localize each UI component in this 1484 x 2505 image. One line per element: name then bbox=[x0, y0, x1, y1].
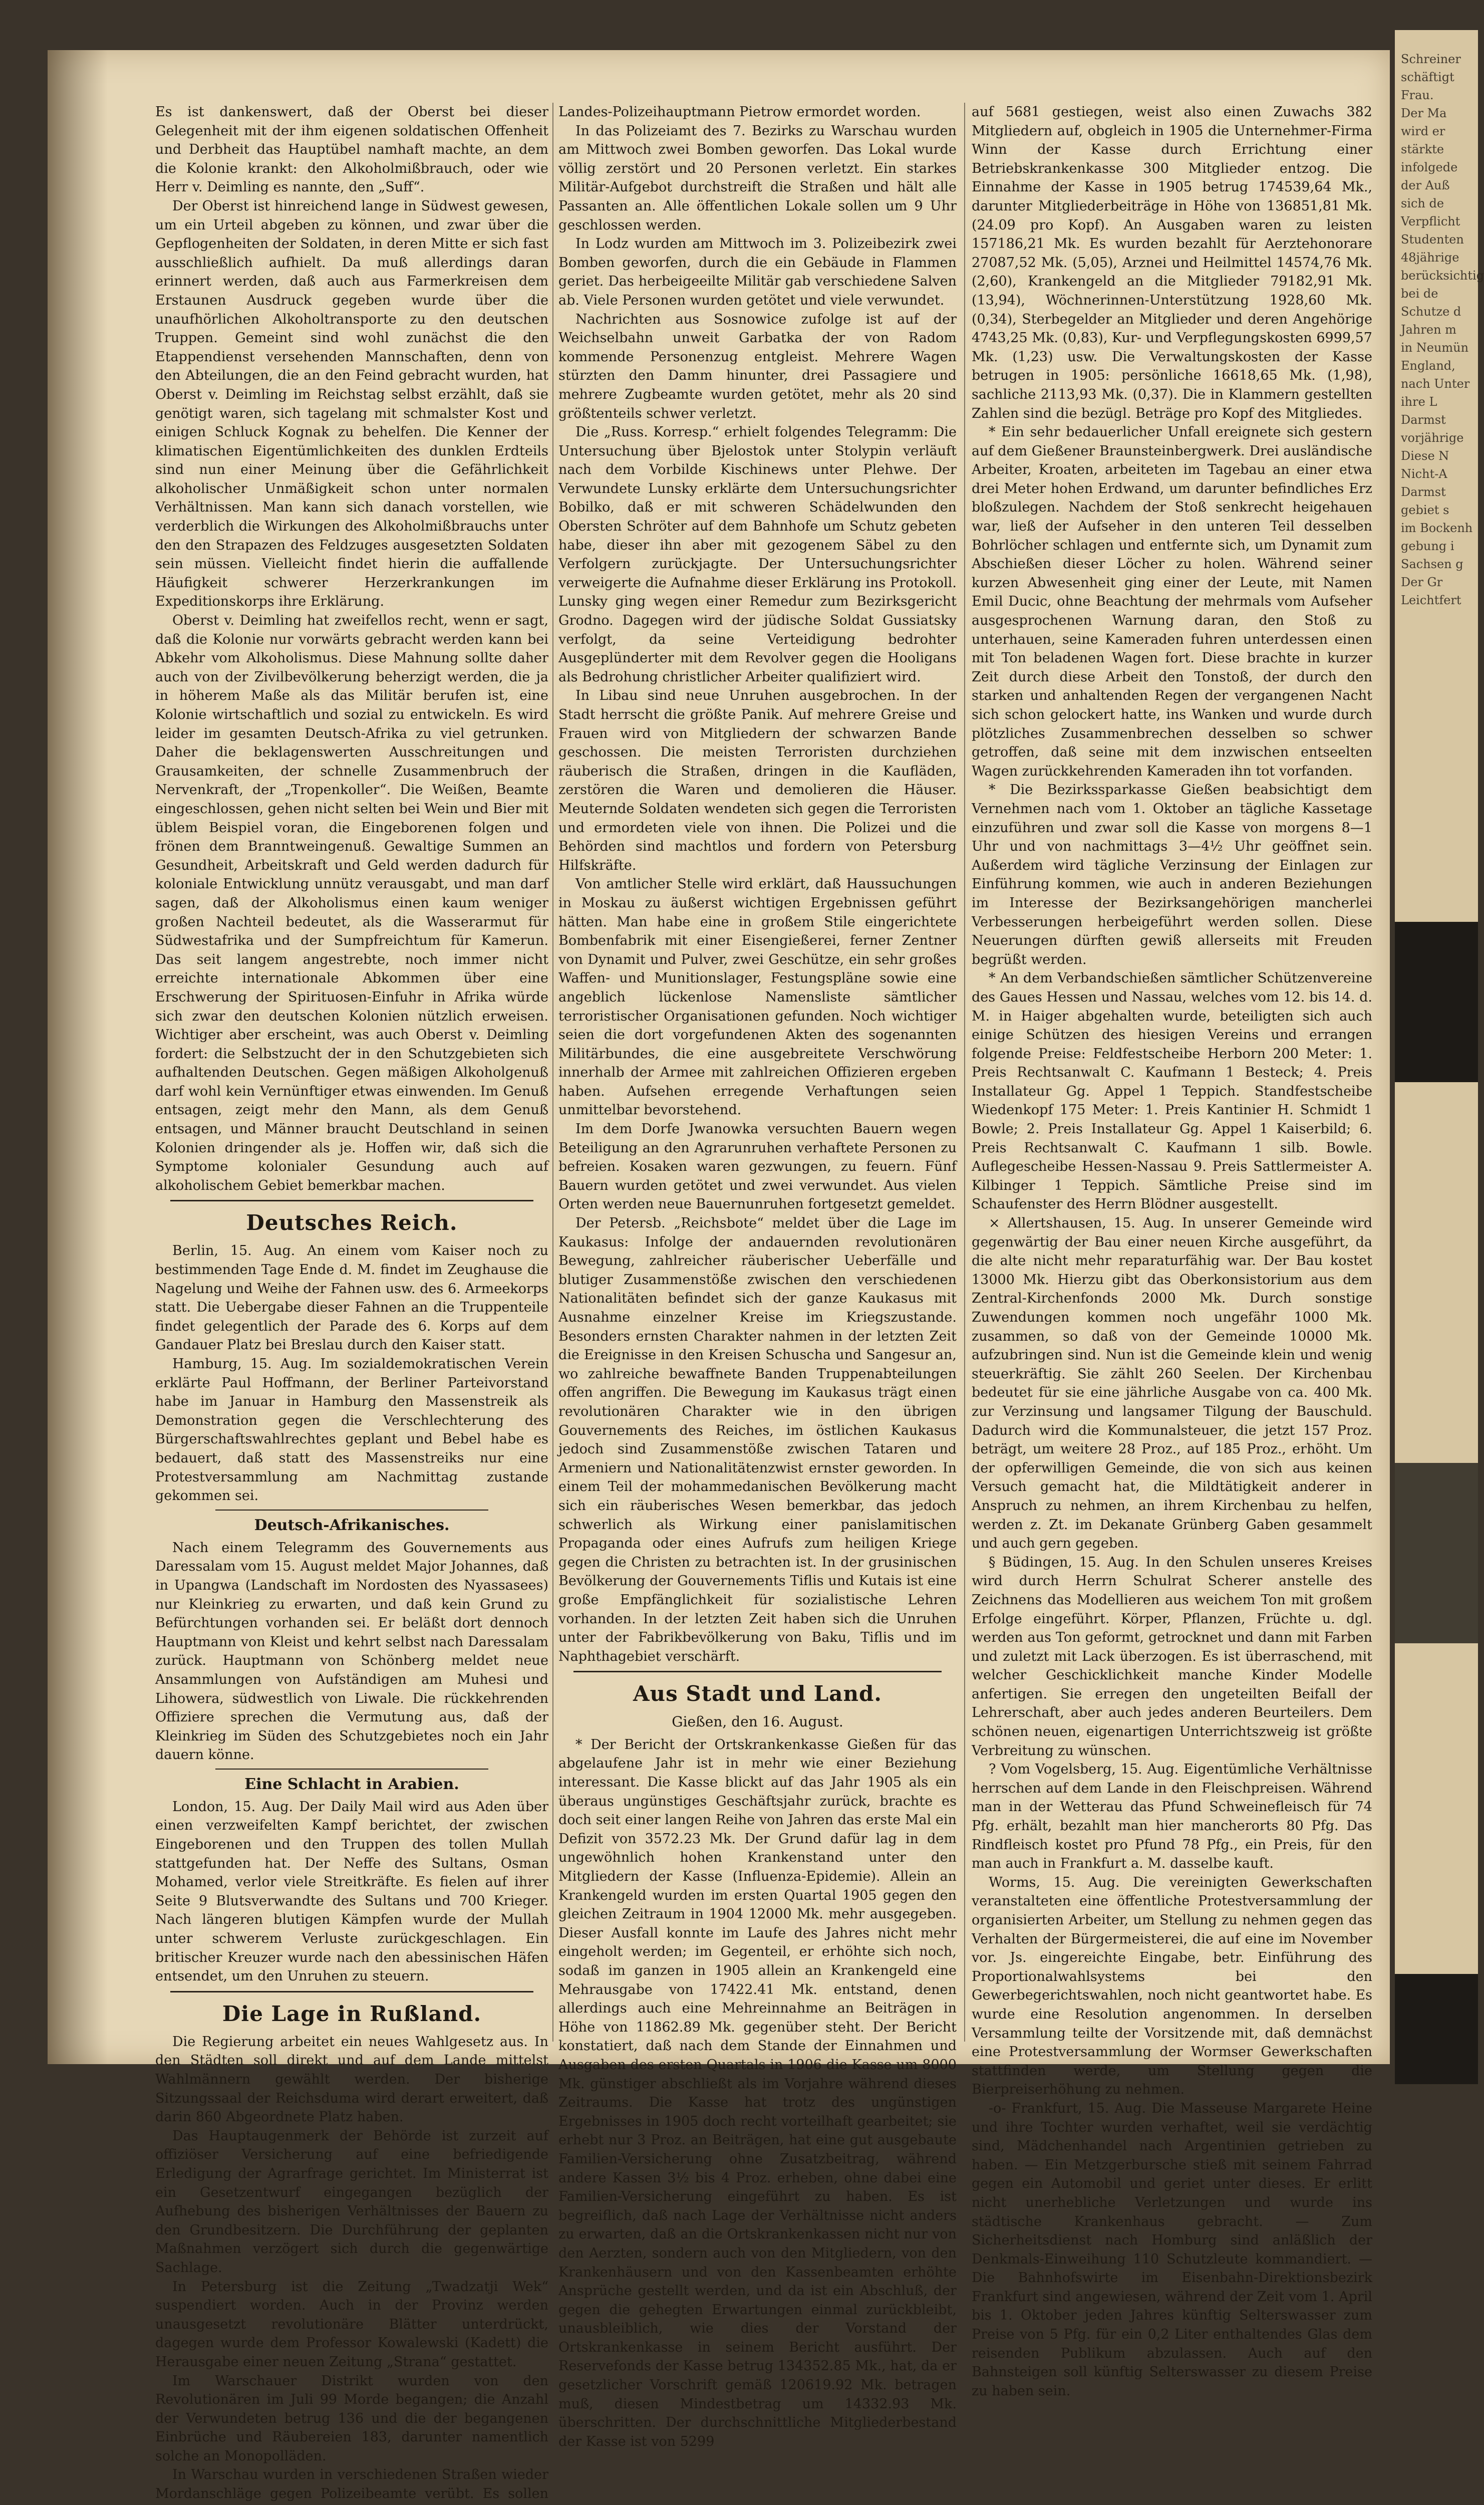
column-divider-2 bbox=[964, 103, 965, 2042]
news-item-afrika: Nach einem Telegramm des Gouvernements aus Daressalam vom 15. August meldet Major Johannes, daß in Upangwa (Landschaft im Nordosten des Nyassasees) nur Kleinkrieg zu erwarten, und daß kein Grund zu Befürchtungen vorhanden sei. Er beläßt dort dennoch Hauptmann von Kleist und kehrt selbst nach Daressalam zurück. Hauptmann von Schönberg meldet neue Ansammlungen von Aufständigen am Muhesi und Lihowera, südwestlich von Liwale. Die rückkehrenden Offiziere sprechen die Vermutung aus, daß der Kleinkrieg im Süden des Schutzgebietes noch ein Jahr dauern könne. bbox=[155, 1540, 548, 1763]
news-item-russland: Im Warschauer Distrikt wurden von den Revolutionären im Juli 99 Morde begangen; die Anzahl der Verwundeten betrug 136 und die der begangenen Einbrüche und Räubereien 183, darunter namentlich solche an Monopolläden. bbox=[155, 2373, 548, 2464]
article-paragraph: Es ist dankenswert, daß der Oberst bei dieser Gelegenheit mit der ihm eigenen soldatischen Offenheit und Derbheit das Hauptübel namhaft machte, an dem die Kolonie krankt: den Alkoholmißbrauch, oder wie Herr v. Deimling es nannte, den „Suff“. bbox=[155, 104, 548, 195]
binding-shadow bbox=[48, 50, 108, 2064]
news-item-lodz: In Lodz wurden am Mittwoch im 3. Polizeibezirk zwei Bomben geworfen, durch die ein Gebäude in Flammen geriet. Das herbeigeeilte Militär gab verschiedene Salven ab. Viele Personen wurden getötet und viele verwundet. bbox=[558, 236, 957, 308]
dateline: Gießen, den 16. August. bbox=[672, 1713, 843, 1730]
section-rule bbox=[170, 1991, 533, 1992]
news-item-libau: In Libau sind neue Unruhen ausgebrochen. In der Stadt herrscht die größte Panik. Auf mehrere Greise und Frauen wird von Mitgliedern der schwarzen Bande geschossen. Die meisten Terroristen durchziehen räuberisch die Straßen, dringen in die Kaufläden, zerstören die Waren und demolieren die Häuser. Meuternde Soldaten wendeten sich gegen die Terroristen und ermordeten viele von ihnen. Die Polizei und die Behörden sind machtlos und fordern von Petersburg Hilfskräfte. bbox=[558, 688, 957, 873]
news-item-vogelsberg: ? Vom Vogelsberg, 15. Aug. Eigentümliche Verhältnisse herrschen auf dem Lande in den Fleischpreisen. Während man in der Wetterau das Pfund Schweinefleisch für 74 Pfg. erhält, bezahlt man hier mancherorts 80 Pfg. Das Rindfleisch kostet pro Pfund 78 Pfg., ein Preis, für den man auch in Frankfurt a. M. dasselbe kauft. bbox=[972, 1762, 1372, 1872]
article-paragraph: Landes-Polizeihauptmann Pietrow ermordet worden. bbox=[558, 104, 921, 120]
news-item-ortskrankenkasse: * Der Bericht der Ortskrankenkasse Gießen für das abgelaufene Jahr ist in mehr wie einer Beziehung interessant. Die Kasse blickt auf das Jahr 1905 als ein überaus ungünstiges Geschäftsjahr zurück, brachte es doch seit einer langen Reihe von Jahren das erste Mal ein Defizit von 3572.23 Mk. Der Grund dafür lag in dem ungewöhnlich hohen Krankenstand unter den Mitgliedern der Kasse (Influenza-Epidemie). Allein an Krankengeld wurden im ersten Quartal 1905 gegen den gleichen Zeitraum in 1904 12000 Mk. mehr ausgegeben. Dieser Ausfall konnte im Laufe des Jahres nicht mehr eingeholt werden; im Gegenteil, er erhöhte sich noch, sodaß im ganzen in 1905 allein an Krankengeld eine Mehrausgabe von 17422.41 Mk. entstand, denen allerdings auch eine Mehreinnahme an Beiträgen in Höhe von 11862.89 Mk. gegenüber steht. Der Bericht konstatiert, daß nach dem Stande der Einnahmen und Ausgaben des ersten Quartals in 1906 die Kasse um 8000 Mk. günstiger abschließt als im Vorjahre während dieses Zeitraums. Die Kasse hat trotz des ungünstigen Ergebnisses in 1905 doch recht vorteilhaft gearbeitet; sie erhebt nur 3 Proz. an Beiträgen, hat eine gut ausgebaute Familien-Versicherung ohne Zusatzbeitrag, während andere Kassen 3½ bis 4 Proz. erheben, ohne dabei eine Familien-Versicherung eingeführt zu haben. Es ist begreiflich, daß nach Lage der Verhältnisse nicht anders zu erwarten, daß an die Ortskrankenkassen nicht nur von den Aerzten, sondern auch von den Mitgliedern, von den Krankenhäusern und von den Kassenbeamten erhöhte Ansprüche gestellt werden, und da ist ein Abschluß, der gegen die gehegten Erwartungen einmal zurückbleibt, unausbleiblich, wie dies der Vorstand der Ortskrankenkasse in seinem Bericht ausführt. Der Reservefonds der Kasse betrug 134352.85 Mk., hat, da er gesetzlicher Vorschrift gemäß 120619.92 Mk. betragen muß, diesen Mindestbetrag um 14332.93 Mk. überschritten. Der durchschnittliche Mitgliederbestand der Kasse ist von 5299 bbox=[558, 1736, 957, 2449]
column-3 bbox=[972, 103, 1372, 2399]
news-item-hamburg: Hamburg, 15. Aug. Im sozialdemokratischen Verein erklärte Paul Hoffmann, der Berliner Parteivorstand habe im Januar in Hamburg den Massenstreik als Demonstration gegen die Verschlechterung des Bürgerschaftswahlrechtes geplant und Bebel habe es bedauert, daß statt des Massenstreiks nur eine Protestversammlung am Nachmittag zustande gekommen sei. bbox=[155, 1356, 548, 1504]
news-item-frankfurt: -o- Frankfurt, 15. Aug. Die Masseuse Margarete Heine und ihre Tochter wurden verhaftet, weil sie verdächtig sind, Mädchenhandel nach Argentinien getrieben zu haben. — Ein Metzgerbursche stieß mit seinem Fahrrad gegen ein Automobil und geriet unter dieses. Er erlitt nicht unerhebliche Verletzungen und wurde ins städtische Krankenhaus gebracht. — Zum Sicherheitsdienst nach Homburg sind anläßlich der Denkmals-Einweihung 110 Schutzleute kommandiert. — Die Bahnhofswirte im Eisenbahn-Direktionsbezirk Frankfurt sind angewiesen, während der Zeit vom 1. April bis 1. Oktober jeden Jahres künftig Selterswasser zum Preise von 5 Pfg. für ein 0,2 Liter enthaltendes Glas dem reisenden Publikum abzulassen. Auch auf den Bahnsteigen soll künftig Selterswasser zu diesem Preise zu haben sein. bbox=[972, 2100, 1372, 2399]
column-divider-1 bbox=[552, 103, 553, 2042]
column-2 bbox=[558, 103, 957, 2449]
column-1 bbox=[155, 103, 548, 2502]
news-item-russland: Die Regierung arbeitet ein neues Wahlgesetz aus. In den Städten soll direkt und auf dem Lande mittelst Wahlmännern gewählt werden. Der bisherige Sitzungssaal der Reichsduma wird derart erweitert, daß darin 860 Abgeordnete Platz haben. bbox=[155, 2034, 548, 2125]
news-item-warschau: In das Polizeiamt des 7. Bezirks zu Warschau wurden am Mittwoch zwei Bomben geworfen. Das Lokal wurde völlig zerstört und 20 Personen verletzt. Ein starkes Militär-Aufgebot durchstreift die Straßen und hält alle Passanten an. Alle öffentlichen Lokale sollen um 9 Uhr geschlossen werden. bbox=[558, 123, 957, 233]
news-item-kaukasus: Der Petersb. „Reichsbote“ meldet über die Lage im Kaukasus: Infolge der andauernden revolutionären Bewegung, zahlreicher räuberischer Ueberfälle und blutiger Zusammenstöße zwischen den verschiedenen Nationalitäten befindet sich der ganze Kaukasus mit Ausnahme einzelner Kreise im Kriegszustande. Besonders ernsten Charakter nahmen in der letzten Zeit die Ereignisse in den Kreisen Schuscha und Sangesur an, wo zahlreiche bewaffnete Banden Truppenabteilungen offen angriffen. Die Bewegung im Kaukasus trägt einen revolutionären Charakter wie in den übrigen Gouvernements des Reiches, im östlichen Kaukasus jedoch sind Zusammenstöße zwischen Tataren und Armeniern und Nationalitätenzwist ernster geworden. In einem Teil der mohammedanischen Bevölkerung macht sich ein räuberisches Wesen bemerkbar, das jedoch schwerlich als Wirkung einer panislamitischen Propaganda oder eines Aufrufs zum heiligen Kriege gegen die Christen zu betrachten ist. In der grusinischen Bevölkerung der Gouvernements Tiflis und Kutais ist eine große Empfänglichkeit für sozialistische Lehren vorhanden. In der letzten Zeit haben sich die Unruhen unter der Fabrikbevölkerung von Baku, Tiflis und im Naphthagebiet verschärft. bbox=[558, 1215, 957, 1664]
subheading-schlacht-arabien: Eine Schlacht in Arabien. bbox=[244, 1775, 459, 1793]
news-item-london: London, 15. Aug. Der Daily Mail wird aus Aden über einen verzweifelten Kampf berichtet, der zwischen Eingeborenen und den Truppen des tollen Mullah stattgefunden hat. Der Neffe des Sultans, Osman Mohamed, verlor viele Streitkräfte. Es fielen auf ihrer Seite 9 Blutsverwandte des Sultans und 700 Krieger. Nach längeren blutigen Kämpfen wurde der Mullah unter schwerem Verluste zurückgeschlagen. Ein britischer Kreuzer wurde nach den abessinischen Häfen entsendet, um den Unruhen zu steuern. bbox=[155, 1799, 548, 1984]
item-rule bbox=[215, 1769, 488, 1770]
adjacent-page-dark-advert bbox=[1395, 1463, 1478, 1643]
adjacent-page-black-advert bbox=[1395, 922, 1478, 1082]
section-heading-russland: Die Lage in Rußland. bbox=[222, 2001, 482, 2026]
subheading-deutsch-afrikanisches: Deutsch-Afrikanisches. bbox=[254, 1516, 450, 1534]
adjacent-page-text-fragments: Schreiner schäftigt Frau. Der Ma wird er stärkte infolgede der Auß sich de Verpflicht Studenten 48jährige berücksichtig bei de Schutze d Jahren m in Neumün England, nach Unter ihre L Darmst vorjährige Diese N Nicht-A Darmst gebiet s im Bockenh gebung i Sachsen g Der Gr Leichtfert bbox=[1401, 52, 1484, 607]
adjacent-page-edge bbox=[1395, 30, 1484, 2084]
news-item-russland: In Warschau wurden in verschiedenen Straßen wieder Mordanschläge gegen Polizeibeamte verübt. Es sollen bbox=[155, 2467, 548, 2502]
item-rule bbox=[215, 1510, 488, 1511]
news-item-buedingen: § Büdingen, 15. Aug. In den Schulen unseres Kreises wird durch Herrn Schulrat Scherer anstelle des Zeichnens das Modellieren aus weichem Ton mit großem Erfolge eingeführt. Körper, Pflanzen, Früchte u. dgl. werden aus Ton geformt, getrocknet und dann mit Farben und zuletzt mit Lack überzogen. Es ist überraschend, mit welcher Geschicklichkeit manche Kinder Modelle anfertigen. Sie erregen den ungeteilten Beifall der Lehrerschaft, aber auch jedes anderen Beurteilers. Dem schönen neuen, eigenartigen Unterrichtszweig ist größte Verbreitung zu wünschen. bbox=[972, 1554, 1372, 1759]
article-paragraph: Oberst v. Deimling hat zweifellos recht, wenn er sagt, daß die Kolonie nur vorwärts gebracht werden kann bei Abkehr vom Alkoholismus. Diese Mahnung sollte daher auch von der Zivilbevölkerung beherzigt werden, die ja in höherem Maße als das Militär berufen ist, eine Kolonie wirtschaftlich und sozial zu entwickeln. Es wird leider im gesamten Deutsch-Afrika zu viel getrunken. Daher die beklagenswerten Ausschreitungen und Grausamkeiten, der schnelle Zusammenbruch der Nervenkraft, der „Tropenkoller“. Die Weißen, Beamte eingeschlossen, gehen nicht selten bei Wein und Bier mit üblem Beispiel voran, die Eingeborenen folgen und frönen dem Branntweingenuß. Gewaltige Summen an Gesundheit, Arbeitskraft und Geld werden dadurch für koloniale Entwicklung unnütz verausgabt, und man darf sagen, daß der Alkoholismus einen kaum weniger großen Nachteil bedeutet, als die Wasserarmut für Südwestafrika und der Sumpfreichtum für Kamerun. Das seit langem angestrebte, noch immer nicht erreichte internationale Abkommen über eine Erschwerung der Spirituosen-Einfuhr in Afrika würde sich zwar den deutschen Kolonien nützlich erweisen. Wichtiger aber erscheint, was auch Oberst v. Deimling fordert: die Selbstzucht der in den Schutzgebieten sich aufhaltenden Deutschen. Gegen mäßigen Alkoholgenuß darf wohl kein Vernünftiger etwas einwenden. Im Genuß entsagen, zeigt mehr den Mann, als dem Genuß entsagen, und Männer braucht Deutschland in seinen Kolonien dringender als je. Hoffen wir, daß sich die Symptome kolonialer Gesundung auch auf alkoholischem Gebiet bemerkbar machen. bbox=[155, 613, 548, 1193]
news-item-schuetzen: * An dem Verbandschießen sämtlicher Schützenvereine des Gaues Hessen und Nassau, welches vom 12. bis 14. d. M. in Haiger abgehalten wurde, beteiligten sich auch einige Schützen des hiesigen Vereins und errangen folgende Preise: Feldfestscheibe Herborn 200 Meter: 1. Preis Rechtsanwalt C. Kaufmann 1 Besteck; 4. Preis Installateur Gg. Appel 1 Teppich. Standfestscheibe Wiedenkopf 175 Meter: 1. Preis Kantinier H. Schmidt 1 Bowle; 2. Preis Installateur Gg. Appel 1 Kaiserbild; 6. Preis Rechtsanwalt C. Kaufmann 1 silb. Bowle. Auflegescheibe Hessen-Nassau 9. Preis Sattlermeister A. Kilbinger 1 Teppich. Sämtliche Preise sind im Schaufenster des Herrn Blödner ausgestellt. bbox=[972, 970, 1372, 1212]
news-item-sparkasse: * Die Bezirkssparkasse Gießen beabsichtigt dem Vernehmen nach vom 1. Oktober an tägliche Kassetage einzuführen und zwar soll die Kasse von morgens 8—1 Uhr und von nachmittags 3—4½ Uhr geöffnet sein. Außerdem wird tägliche Verzinsung der Einlagen zur Einführung kommen, wie auch in anderen Beziehungen im Interesse der Bezirksangehörigen mancherlei Verbesserungen herbeigeführt werden sollen. Diese Neuerungen dürften gewiß allerseits mit Freuden begrüßt werden. bbox=[972, 782, 1372, 967]
section-rule bbox=[573, 1671, 942, 1672]
news-item-sosnowice: Nachrichten aus Sosnowice zufolge ist auf der Weichselbahn unweit Garbatka der von Radom kommende Personenzug entgleist. Mehrere Wagen stürzten den Damm hinunter, drei Passagiere und mehrere Zugbeamte wurden getötet, mehr als 20 sind größtenteils schwer verletzt. bbox=[558, 311, 957, 421]
news-item-berlin: Berlin, 15. Aug. An einem vom Kaiser noch zu bestimmenden Tage Ende d. M. findet im Zeughause die Nagelung und Weihe der Fahnen usw. des 6. Armeekorps statt. Die Uebergabe dieser Fahnen an die Truppenteile findet gelegentlich der Parade des 6. Korps auf dem Gandauer Platz bei Breslau durch den Kaiser statt. bbox=[155, 1243, 548, 1353]
news-item-unfall: * Ein sehr bedauerlicher Unfall ereignete sich gestern auf dem Gießener Braunsteinbergwerk. Drei ausländische Arbeiter, Kroaten, arbeiteten im Tagebau an einer etwa drei Meter hohen Erdwand, um darunter befindliches Erz bloßzulegen. Nachdem der Stoß senkrecht heigehauen war, ließ der Aufseher in den unteren Teil desselben Bohrlöcher schlagen und entfernte sich, um Dynamit zum Abschießen dieser Löcher zu holen. Während seiner kurzen Abwesenheit ging einer der Leute, mit Namen Emil Ducic, ohne Beachtung der mehrmals vom Aufseher ausgesprochenen Warnung daran, den Stoß zu unterhauen, seine Kameraden fuhren unterdessen einen mit Ton beladenen Wagen fort. Diese brachte in kurzer Zeit durch diese Arbeit den Tonstoß, der durch den starken und anhaltenden Regen der vergangenen Nacht sich schon gelockert hatte, ins Wanken und wurde durch plötzliches Zusammenbrechen desselben so schwer getroffen, daß seine mit dem inzwischen entseelten Wagen zurückkehrenden Kameraden ihn tot vorfanden. bbox=[972, 424, 1372, 779]
news-item-russland: In Petersburg ist die Zeitung „Twadzatji Wek“ suspendiert worden. Auch in der Provinz werden unausgesetzt revolutionäre Blätter unterdrückt, dagegen wurde dem Professor Kowalewski (Kadett) die Herausgabe einer neuen Zeitung „Strana“ gestattet. bbox=[155, 2279, 548, 2370]
news-item-moskau: Von amtlicher Stelle wird erklärt, daß Haussuchungen in Moskau zu äußerst wichtigen Ergebnissen geführt hätten. Man habe eine in großem Stile eingerichtete Bombenfabrik mit einer Eisengießerei, ferner Zentner von Dynamit und Pulver, zwei Geschütze, ein sehr großes Waffen- und Munitionslager, Festungspläne sowie eine angeblich lückenlose Namensliste sämtlicher terroristischer Organisationen gefunden. Noch wichtiger seien die dort vorgefundenen Akten des sogenannten Militärbundes, die eine ausgebreitete Verschwörung innerhalb der Armee mit zahlreichen Offizieren ergeben haben. Aufsehen erregende Verhaftungen seien unmittelbar bevorstehend. bbox=[558, 876, 957, 1118]
article-paragraph: auf 5681 gestiegen, weist also einen Zuwachs 382 Mitgliedern auf, obgleich in 1905 die Unternehmer-Firma Winn der Kasse durch Errichtung einer Betriebskrankenkasse 300 Mitglieder entzog. Die Einnahme der Kasse in 1905 betrug 174539,64 Mk., darunter Mitgliederbeiträge in Höhe von 136851,81 Mk. (24.09 pro Kopf). An Ausgaben waren zu leisten 157186,21 Mk. Es wurden bezahlt für Aerztehonorare 27087,52 Mk. (5,05), Arznei und Heilmittel 14574,76 Mk. (2,60), Krankengeld an die Mitglieder 79182,91 Mk. (13,94), Wöchnerinnen-Unterstützung 1928,60 Mk. (0,34), Sterbegelder an Mitglieder und deren Angehörige 4743,25 Mk. (0,83), Kur- und Verpflegungskosten 6999,57 Mk. (1,23) usw. Die Verwaltungskosten der Kasse betrugen in 1905: persönliche 16618,65 Mk. (1,98), sachliche 2113,93 Mk. (0,37). Die in Klammern gestellten Zahlen sind die bezügl. Beträge pro Kopf des Mitgliedes. bbox=[972, 104, 1372, 421]
news-item-russland: Das Hauptaugenmerk der Behörde ist zurzeit auf offiziöser Versicherung auf eine befriedigende Erledigung der Agrarfrage gerichtet. Im Ministerrat ist ein Gesetzentwurf eingegangen bezüglich der Aufhebung des bisherigen Verhältnisses der Bauern zu den Grundbesitzern. Die Durchführung der geplanten Maßnahmen verzögert sich durch die gegenwärtige Sachlage. bbox=[155, 2128, 548, 2276]
news-item-allertshausen: × Allertshausen, 15. Aug. In unserer Gemeinde wird gegenwärtig der Bau einer neuen Kirche ausgeführt, da die alte nicht mehr reparaturfähig war. Der Bau kostet 13000 Mk. Hierzu gibt das Oberkonsistorium aus dem Zentral-Kirchenfonds 2000 Mk. Durch sonstige Zuwendungen kommen noch ungefähr 1000 Mk. zusammen, so daß von der Gemeinde 10000 Mk. aufzubringen sind. Nun ist die Gemeinde klein und wenig steuerkräftig. Sie zählt 260 Seelen. Der Kirchenbau bedeutet für sie eine jährliche Ausgabe von ca. 400 Mk. zur Verzinsung und langsamer Tilgung der Bauschuld. Dadurch wird die Kommunalsteuer, die jetzt 157 Proz. beträgt, um weitere 28 Proz., auf 185 Proz., erhöht. Um der opferwilligen Gemeinde, die von sich aus keinen Versuch gemacht hat, die Mildtätigkeit anderer in Anspruch zu nehmen, an ihrem Kirchenbau zu helfen, werden z. Zt. im Dekanate Grünberg Gaben gesammelt und auch gern gegeben. bbox=[972, 1215, 1372, 1552]
section-heading-deutsches-reich: Deutsches Reich. bbox=[246, 1210, 458, 1235]
news-item-jwanowka: Im dem Dorfe Jwanowka versuchten Bauern wegen Beteiligung an den Agrarunruhen verhaftete Personen zu befreien. Kosaken waren gezwungen, zu feuern. Fünf Bauern wurden getötet und zwei verwundet. Aus vielen Orten werden neue Bauernunruhen fortgesetzt gemeldet. bbox=[558, 1121, 957, 1212]
adjacent-page-bottom-advert bbox=[1395, 1974, 1478, 2084]
news-item-bjelostok: Die „Russ. Korresp.“ erhielt folgendes Telegramm: Die Untersuchung über Bjelostok unter Stolypin verläuft nach dem Vorbilde Kischinews unter Plehwe. Der Verwundete Lunsky erklärte dem Untersuchungsrichter Bobilko, daß er mit schweren Schädelwunden den Obersten Schröter auf dem Bahnhofe um Schutz gebeten habe, dieser ihn aber mit gezogenem Säbel zu den Verfolgern zurückjagte. Der Untersuchungsrichter verweigerte die Aufnahme dieser Erklärung ins Protokoll. Lunsky ging wegen einer Remedur zum Bezirksgericht Grodno. Dagegen wird der jüdische Soldat Gussiatsky verfolgt, da seine Verteidigung bedrohter Ausgeplünderter mit dem Revolver gegen die Hooligans als Bedrohung christlicher Arbeiter qualifiziert wird. bbox=[558, 424, 957, 685]
section-heading-stadt-und-land: Aus Stadt und Land. bbox=[633, 1681, 882, 1706]
news-item-worms: Worms, 15. Aug. Die vereinigten Gewerkschaften veranstalteten eine öffentliche Protestversammlung der organisierten Arbeiter, um Stellung zu nehmen gegen das Verhalten der Bürgermeisterei, die auf eine im November vor. Js. eingereichte Eingabe, betr. Einführung des Proportionalwahlsystems bei den Gewerbegerichtswahlen, noch nicht geantwortet habe. Es wurde eine Resolution angenommen. In derselben Versammlung teilte der Vorsitzende mit, daß demnächst eine Protestversammlung der Wormser Gewerkschaften stattfinden werde, um Stellung gegen die Bierpreiserhöhung zu nehmen. bbox=[972, 1874, 1372, 2098]
article-paragraph: Der Oberst ist hinreichend lange in Südwest gewesen, um ein Urteil abgeben zu können, und zwar über die Gepflogenheiten der Soldaten, in deren Mitte er sich fast ausschließlich aufhielt. Da muß allerdings daran erinnert werden, daß auch aus Farmerkreisen dem Erstaunen Ausdruck gegeben wurde über die unaufhörlichen Alkoholtransporte zu den deutschen Truppen. Gemeint sind wohl zunächst die den Etappendienst versehenden Mannschaften, denn von den Abteilungen, die an den Feind gebracht wurden, hat Oberst v. Deimling im Reichstag selbst erzählt, daß sie genötigt waren, sich tagelang mit schmalster Kost und einigen Schluck Kognak zu behelfen. Die Kenner der klimatischen Eigentümlichkeiten des dunklen Erdteils sind nun einer Meinung über die Gefährlichkeit alkoholischer Unmäßigkeit schon unter normalen Verhältnissen. Man kann sich danach vorstellen, wie verderblich die Wirkungen des Alkoholmißbrauchs unter den den Strapazen des Feldzuges ausgesetzten Soldaten sein müssen. Vielleicht findet hierin die auffallende Häufigkeit schwerer Herzerkrankungen im Expeditionskorps ihre Erklärung. bbox=[155, 198, 548, 610]
section-rule bbox=[170, 1200, 533, 1201]
